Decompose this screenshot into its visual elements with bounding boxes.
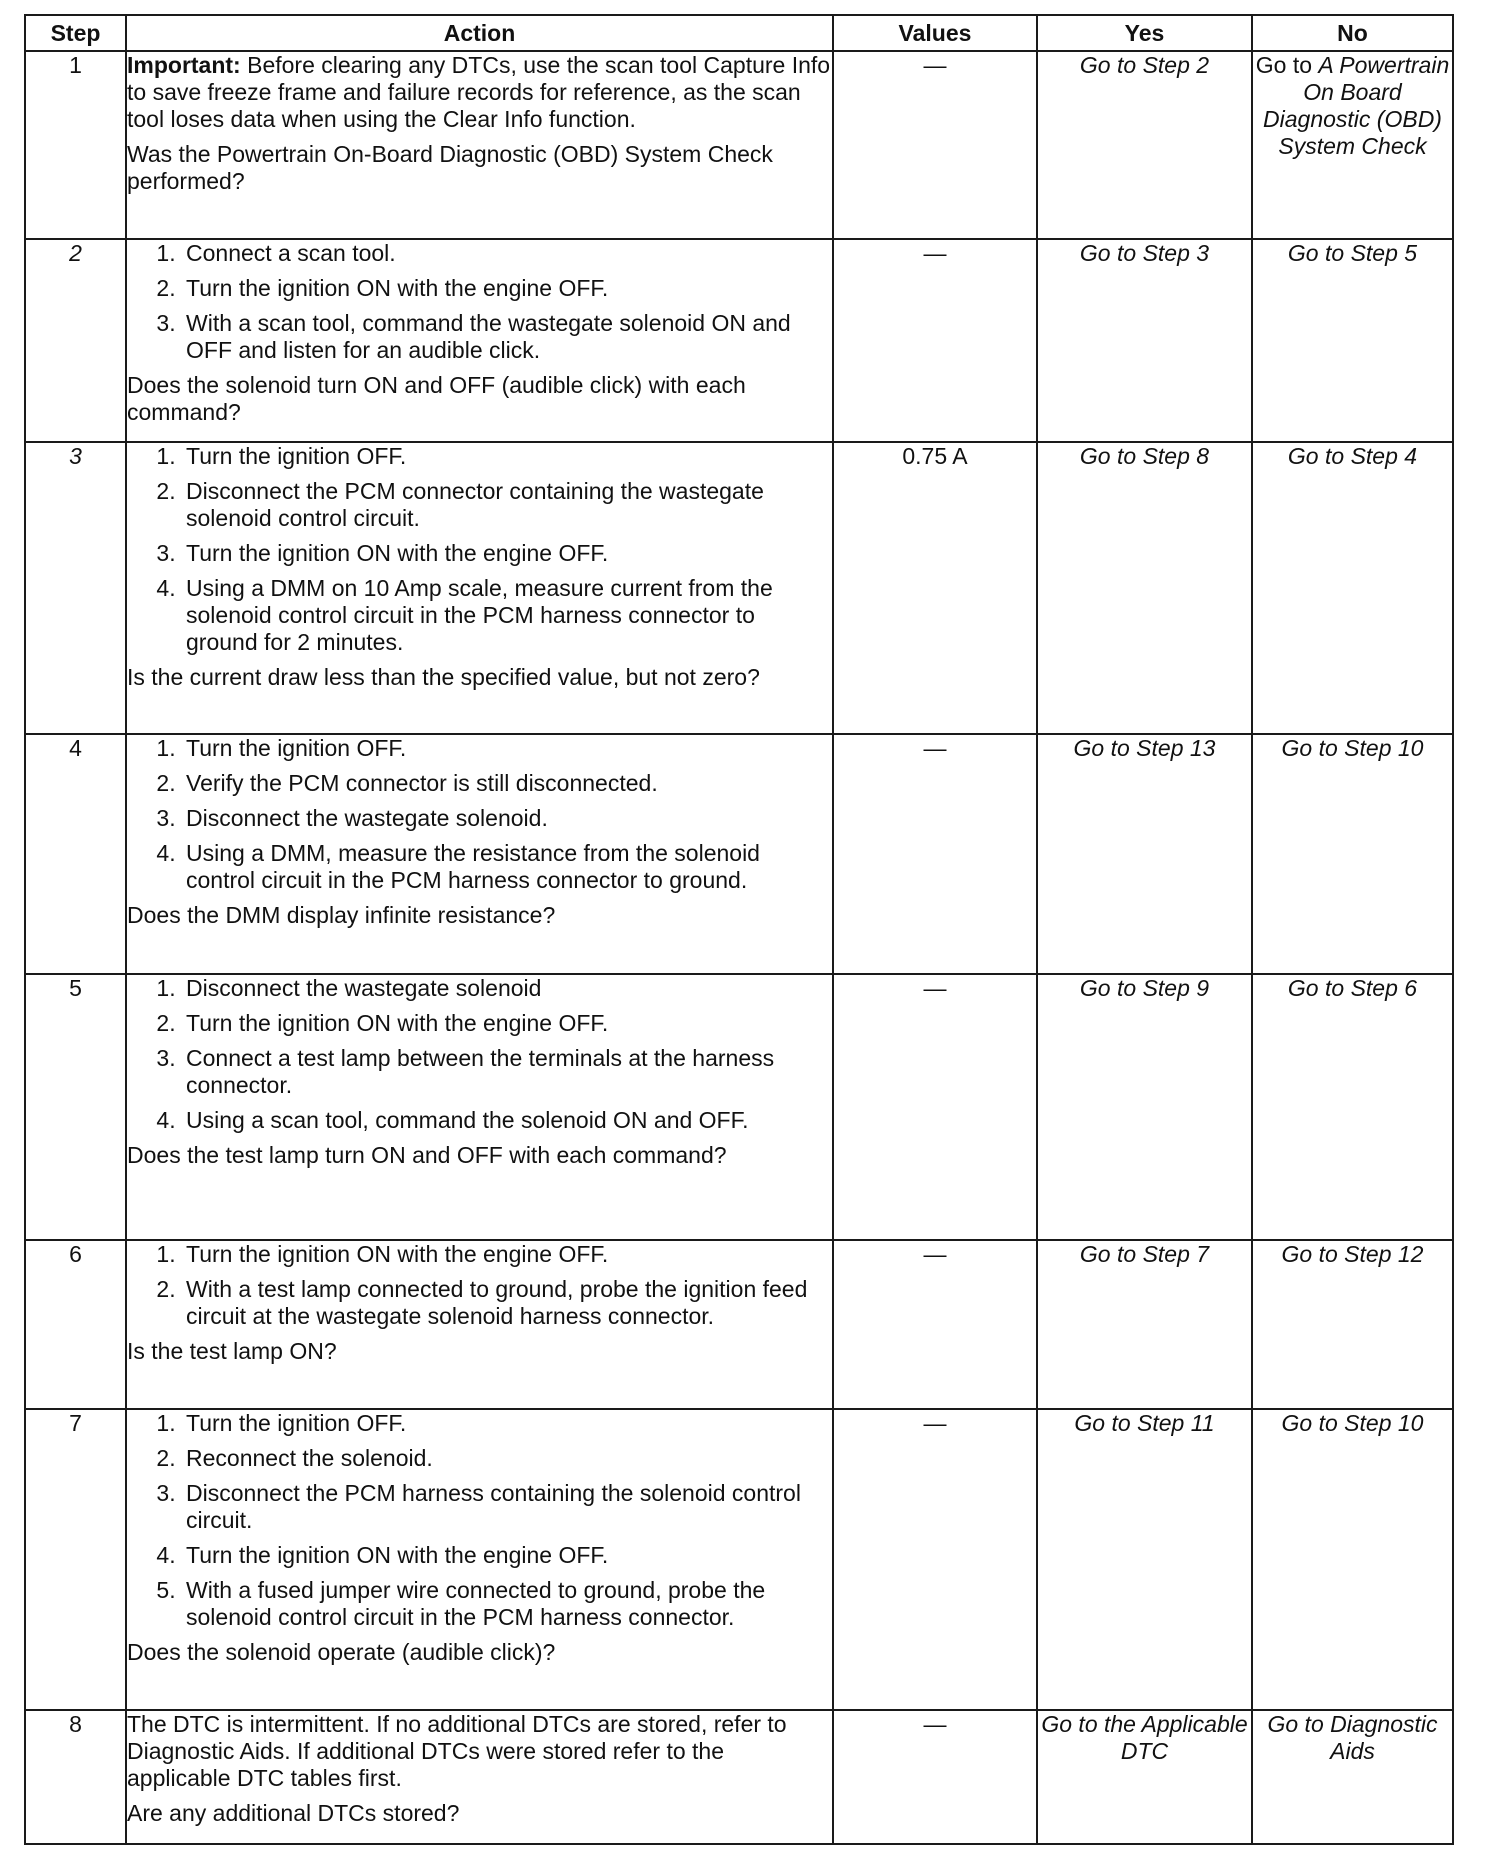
yes-link[interactable]: Go to Step 9 — [1037, 974, 1252, 1240]
action-step-item: 1. Disconnect the wastegate solenoid — [182, 975, 832, 1002]
action-question: Does the solenoid operate (audible click)? — [127, 1639, 556, 1665]
action-question: Was the Powertrain On-Board Diagnostic (OBD) System Check performed? — [127, 141, 773, 194]
step-number: 4 — [25, 734, 126, 974]
action-step-item: 2. Disconnect the PCM connector containing the wastegate solenoid control circuit. — [182, 478, 832, 532]
action-question: Is the test lamp ON? — [127, 1338, 337, 1364]
action-step-item: 3. Connect a test lamp between the terminals at the harness connector. — [182, 1045, 832, 1099]
action-steps — [127, 735, 832, 894]
no-link[interactable]: Go to Step 10 — [1252, 734, 1453, 974]
action-intro — [127, 52, 832, 133]
action-cell — [126, 1710, 833, 1844]
table-row — [25, 974, 1453, 1240]
action-step-item: 2. Turn the ignition ON with the engine OFF. — [182, 1010, 832, 1037]
action-cell — [126, 1409, 833, 1710]
step-number: 6 — [25, 1240, 126, 1409]
no-target: A Powertrain On Board Diagnostic (OBD) System Check — [1263, 52, 1450, 159]
yes-link[interactable]: Go to Step 13 — [1037, 734, 1252, 974]
action-step-item: 2. Verify the PCM connector is still disconnected. — [182, 770, 832, 797]
action-cell — [126, 442, 833, 734]
table-row — [25, 239, 1453, 442]
no-link[interactable]: Go to Step 6 — [1252, 974, 1453, 1240]
action-step-item: 1. Turn the ignition ON with the engine OFF. — [182, 1241, 832, 1268]
header-yes: Yes — [1037, 15, 1252, 51]
no-prefix: Go to — [1255, 52, 1319, 78]
action-step-item: 1. Turn the ignition OFF. — [182, 735, 832, 762]
action-steps — [127, 1410, 832, 1631]
value-cell: — — [833, 51, 1037, 239]
action-cell — [126, 734, 833, 974]
action-step-item: 1. Turn the ignition OFF. — [182, 443, 832, 470]
action-step-item: 1. Turn the ignition OFF. — [182, 1410, 832, 1437]
value-cell: — — [833, 974, 1037, 1240]
action-question: Are any additional DTCs stored? — [127, 1800, 460, 1826]
action-step-item: 3. With a scan tool, command the wastegate solenoid ON and OFF and listen for an audible click. — [182, 310, 832, 364]
no-link[interactable]: Go to Diagnostic Aids — [1252, 1710, 1453, 1844]
action-step-item: 3. Disconnect the PCM harness containing the solenoid control circuit. — [182, 1480, 832, 1534]
step-number: 2 — [25, 239, 126, 442]
no-link[interactable]: Go to Step 10 — [1252, 1409, 1453, 1710]
action-step-item: 3. Turn the ignition ON with the engine OFF. — [182, 540, 832, 567]
step-number: 3 — [25, 442, 126, 734]
intro-text: Before clearing any DTCs, use the scan tool Capture Info to save freeze frame and failure records for reference, as the scan tool loses data when using the Clear Info function. — [127, 52, 831, 132]
action-question: Is the current draw less than the specified value, but not zero? — [127, 664, 760, 690]
table-row — [25, 1409, 1453, 1710]
step-number: 8 — [25, 1710, 126, 1844]
no-link[interactable]: Go to Step 12 — [1252, 1240, 1453, 1409]
important-label: Important: — [127, 52, 241, 78]
action-step-item: 2. With a test lamp connected to ground, probe the ignition feed circuit at the wastegate solenoid harness connector. — [182, 1276, 832, 1330]
value-cell: — — [833, 734, 1037, 974]
action-cell — [126, 1240, 833, 1409]
header-no: No — [1252, 15, 1453, 51]
action-question: Does the test lamp turn ON and OFF with each command? — [127, 1142, 727, 1168]
action-step-item: 5. With a fused jumper wire connected to ground, probe the solenoid control circuit in the PCM harness connector. — [182, 1577, 832, 1631]
no-link[interactable]: Go to Step 5 — [1252, 239, 1453, 442]
action-step-item: 2. Reconnect the solenoid. — [182, 1445, 832, 1472]
value-cell: — — [833, 1710, 1037, 1844]
action-question: Does the solenoid turn ON and OFF (audible click) with each command? — [127, 372, 746, 425]
step-number: 7 — [25, 1409, 126, 1710]
action-cell — [126, 974, 833, 1240]
yes-link[interactable]: Go to Step 7 — [1037, 1240, 1252, 1409]
step-number: 5 — [25, 974, 126, 1240]
yes-link[interactable]: Go to Step 3 — [1037, 239, 1252, 442]
action-steps — [127, 1241, 832, 1330]
table-row — [25, 1710, 1453, 1844]
value-cell: 0.75 A — [833, 442, 1037, 734]
action-steps — [127, 240, 832, 364]
table-row — [25, 1240, 1453, 1409]
action-step-item: 1. Connect a scan tool. — [182, 240, 832, 267]
action-step-item: 4. Using a DMM on 10 Amp scale, measure current from the solenoid control circuit in the PCM harness connector to ground for 2 minutes. — [182, 575, 832, 656]
no-link[interactable]: Go to Step 4 — [1252, 442, 1453, 734]
header-values: Values — [833, 15, 1037, 51]
action-step-item: 4. Using a DMM, measure the resistance from the solenoid control circuit in the PCM harness connector to ground. — [182, 840, 832, 894]
header-step: Step — [25, 15, 126, 51]
table-row — [25, 51, 1453, 239]
action-step-item: 3. Disconnect the wastegate solenoid. — [182, 805, 832, 832]
table-row — [25, 442, 1453, 734]
action-intro: The DTC is intermittent. If no additional DTCs are stored, refer to Diagnostic Aids. If additional DTCs were stored refer to the applicable DTC tables first. — [127, 1711, 787, 1791]
action-question: Does the DMM display infinite resistance? — [127, 902, 556, 928]
value-cell: — — [833, 239, 1037, 442]
header-row — [25, 15, 1453, 51]
value-cell: — — [833, 1240, 1037, 1409]
yes-link[interactable]: Go to Step 2 — [1037, 51, 1252, 239]
no-link[interactable] — [1252, 51, 1453, 239]
action-step-item: 2. Turn the ignition ON with the engine OFF. — [182, 275, 832, 302]
yes-link[interactable]: Go to the Applicable DTC — [1037, 1710, 1252, 1844]
action-steps — [127, 443, 832, 656]
header-action: Action — [126, 15, 833, 51]
step-number: 1 — [25, 51, 126, 239]
action-step-item: 4. Turn the ignition ON with the engine OFF. — [182, 1542, 832, 1569]
table-row — [25, 734, 1453, 974]
diagnostic-table — [24, 14, 1454, 1845]
action-cell — [126, 239, 833, 442]
action-step-item: 4. Using a scan tool, command the solenoid ON and OFF. — [182, 1107, 832, 1134]
action-cell — [126, 51, 833, 239]
action-steps — [127, 975, 832, 1134]
value-cell: — — [833, 1409, 1037, 1710]
yes-link[interactable]: Go to Step 8 — [1037, 442, 1252, 734]
yes-link[interactable]: Go to Step 11 — [1037, 1409, 1252, 1710]
